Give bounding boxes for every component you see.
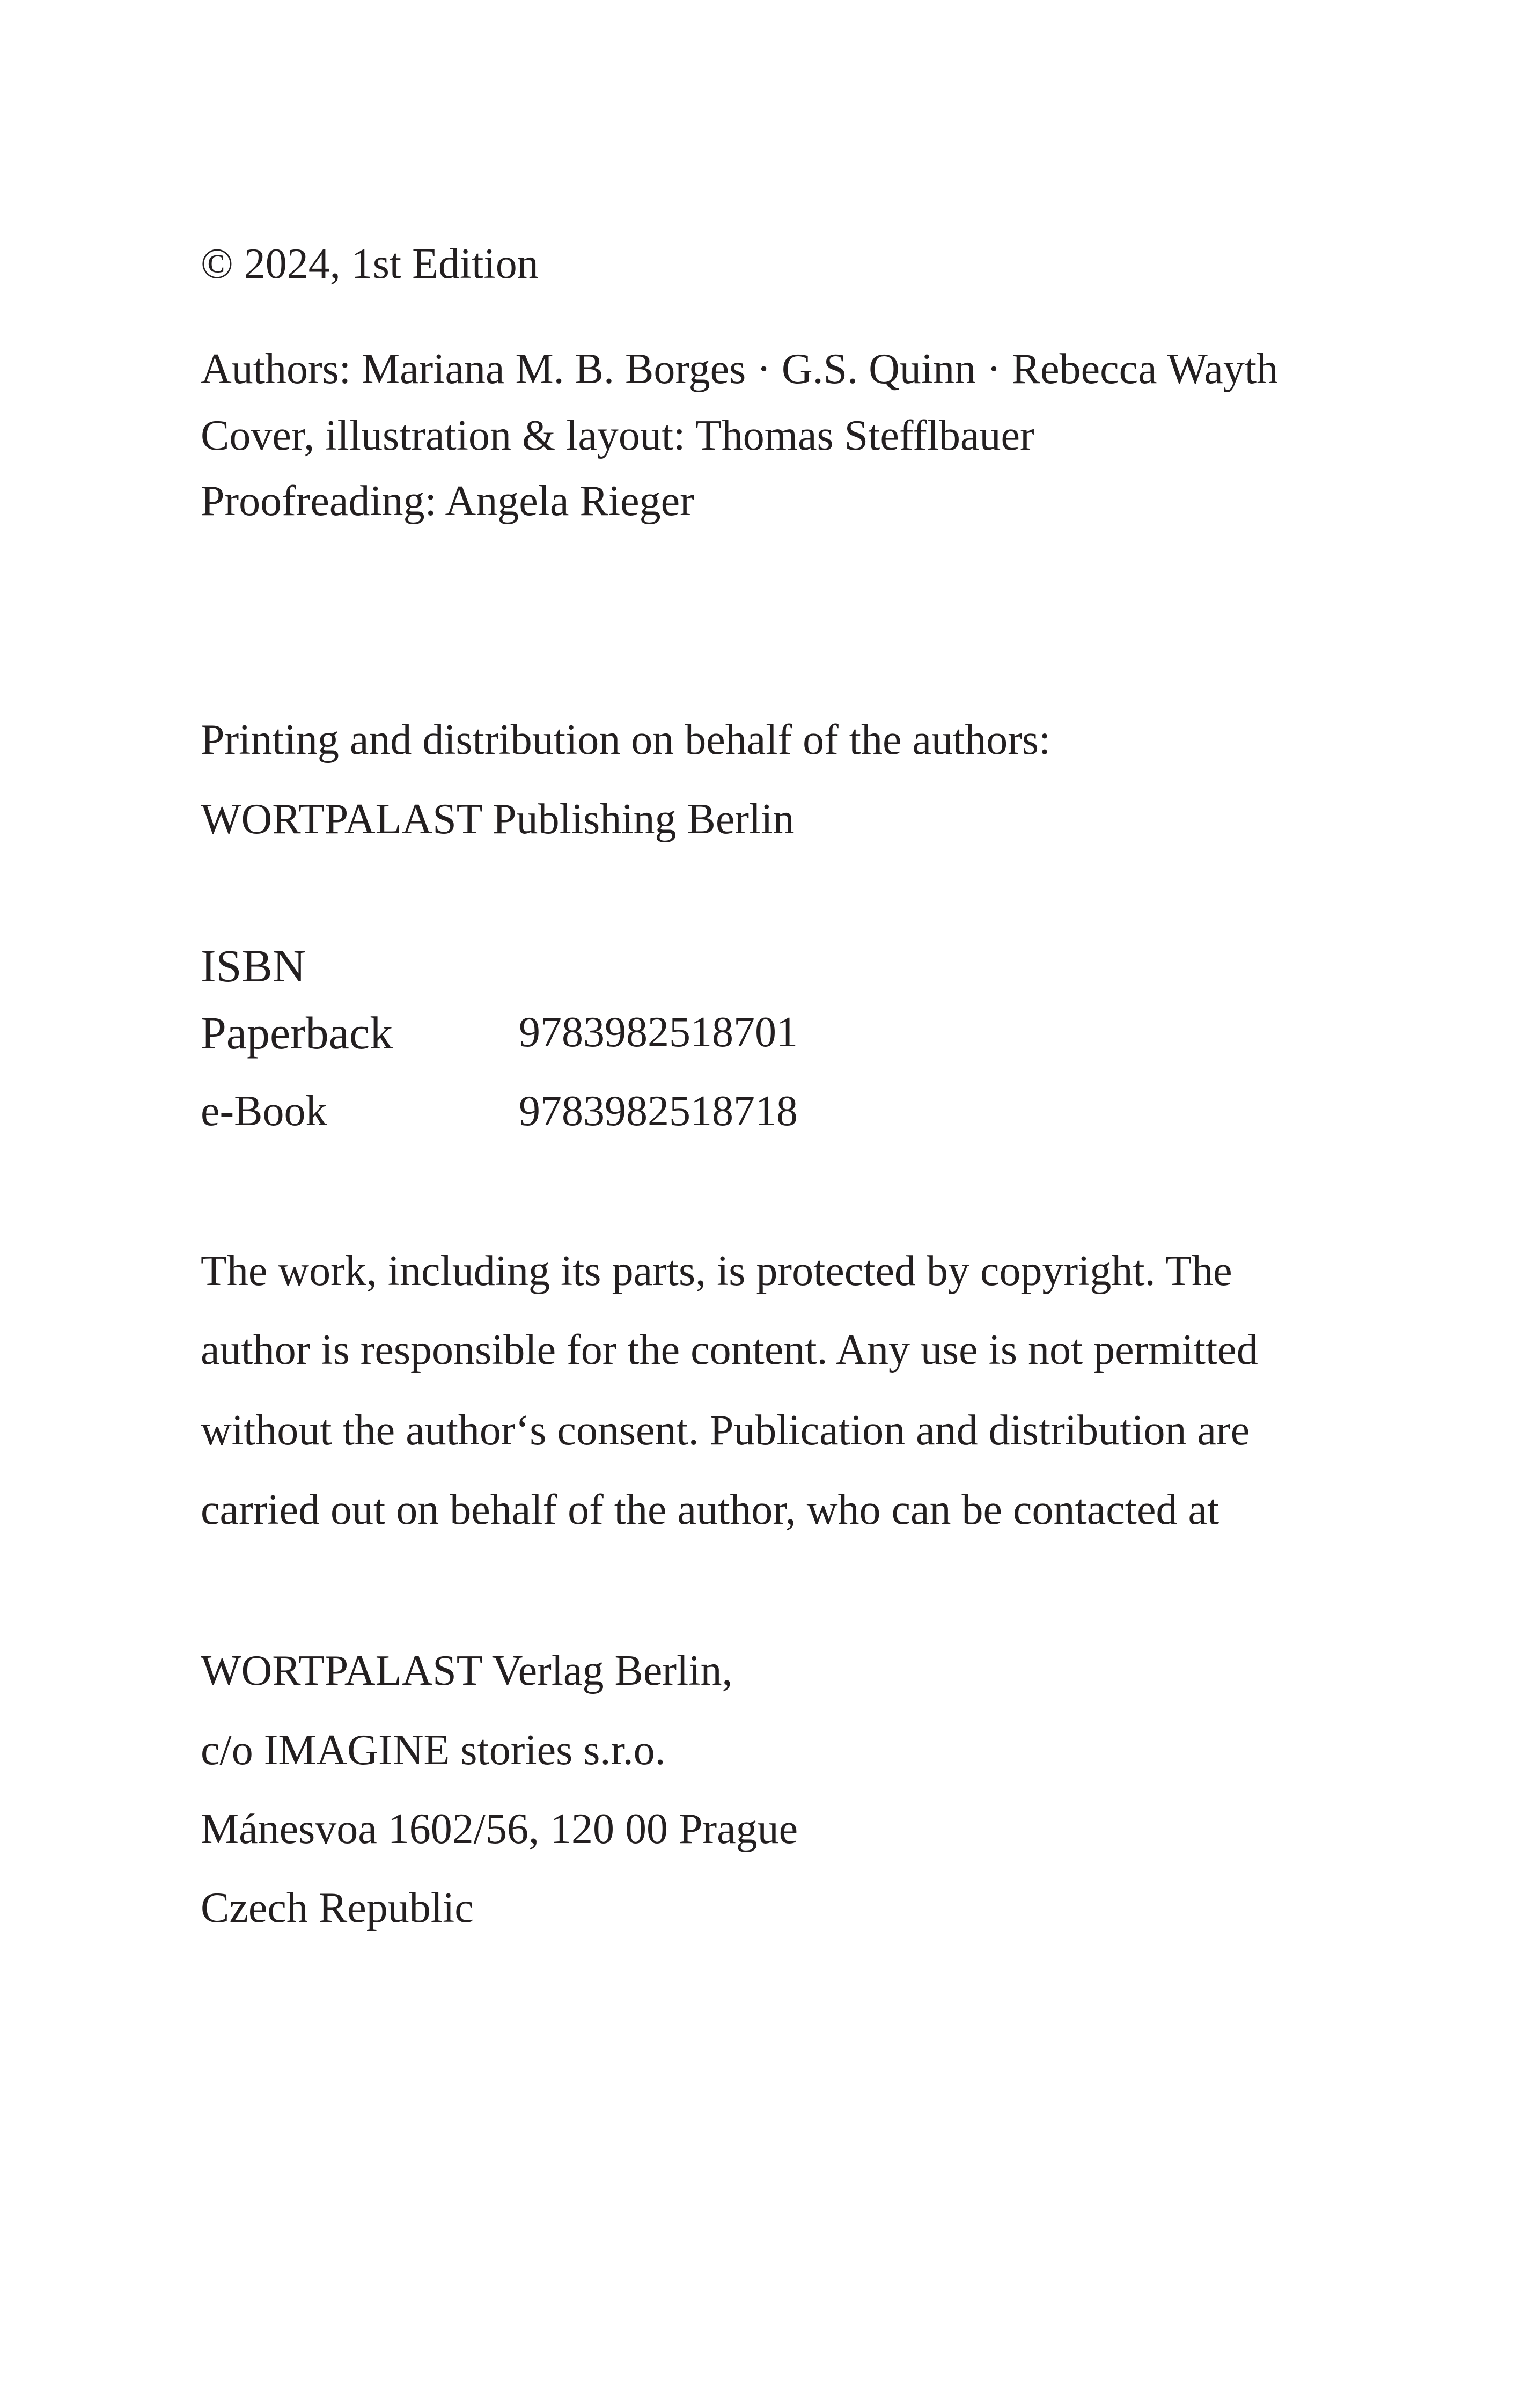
notice-line: carried out on behalf of the author, who can be contacted at xyxy=(201,1486,1219,1533)
notice-line: The work, including its parts, is protected by copyright. The xyxy=(201,1247,1232,1295)
publisher-name: WORTPALAST Publishing Berlin xyxy=(201,796,795,843)
credit-proofreading: Proofreading: Angela Rieger xyxy=(201,478,694,525)
isbn-ebook-number: 9783982518718 xyxy=(519,1088,798,1135)
copyright-line: © 2024, 1st Edition xyxy=(201,240,539,288)
credit-authors: Authors: Mariana M. B. Borges · G.S. Quinn · Rebecca Wayth xyxy=(201,346,1278,393)
address-line: c/o IMAGINE stories s.r.o. xyxy=(201,1727,666,1774)
address-line: Czech Republic xyxy=(201,1884,474,1932)
isbn-paperback-label: Paperback xyxy=(201,1007,393,1059)
publisher-intro: Printing and distribution on behalf of the authors: xyxy=(201,716,1051,763)
notice-line: author is responsible for the content. Any use is not permitted xyxy=(201,1326,1258,1374)
isbn-paperback-number: 9783982518701 xyxy=(519,1009,798,1056)
address-line: Mánesvoa 1602/56, 120 00 Prague xyxy=(201,1805,798,1853)
address-line: WORTPALAST Verlag Berlin, xyxy=(201,1647,733,1694)
isbn-label: ISBN xyxy=(201,940,306,992)
notice-line: without the author‘s consent. Publication and distribution are xyxy=(201,1407,1250,1454)
isbn-ebook-label: e-Book xyxy=(201,1088,327,1135)
credit-cover: Cover, illustration & layout: Thomas Stefflbauer xyxy=(201,412,1034,459)
